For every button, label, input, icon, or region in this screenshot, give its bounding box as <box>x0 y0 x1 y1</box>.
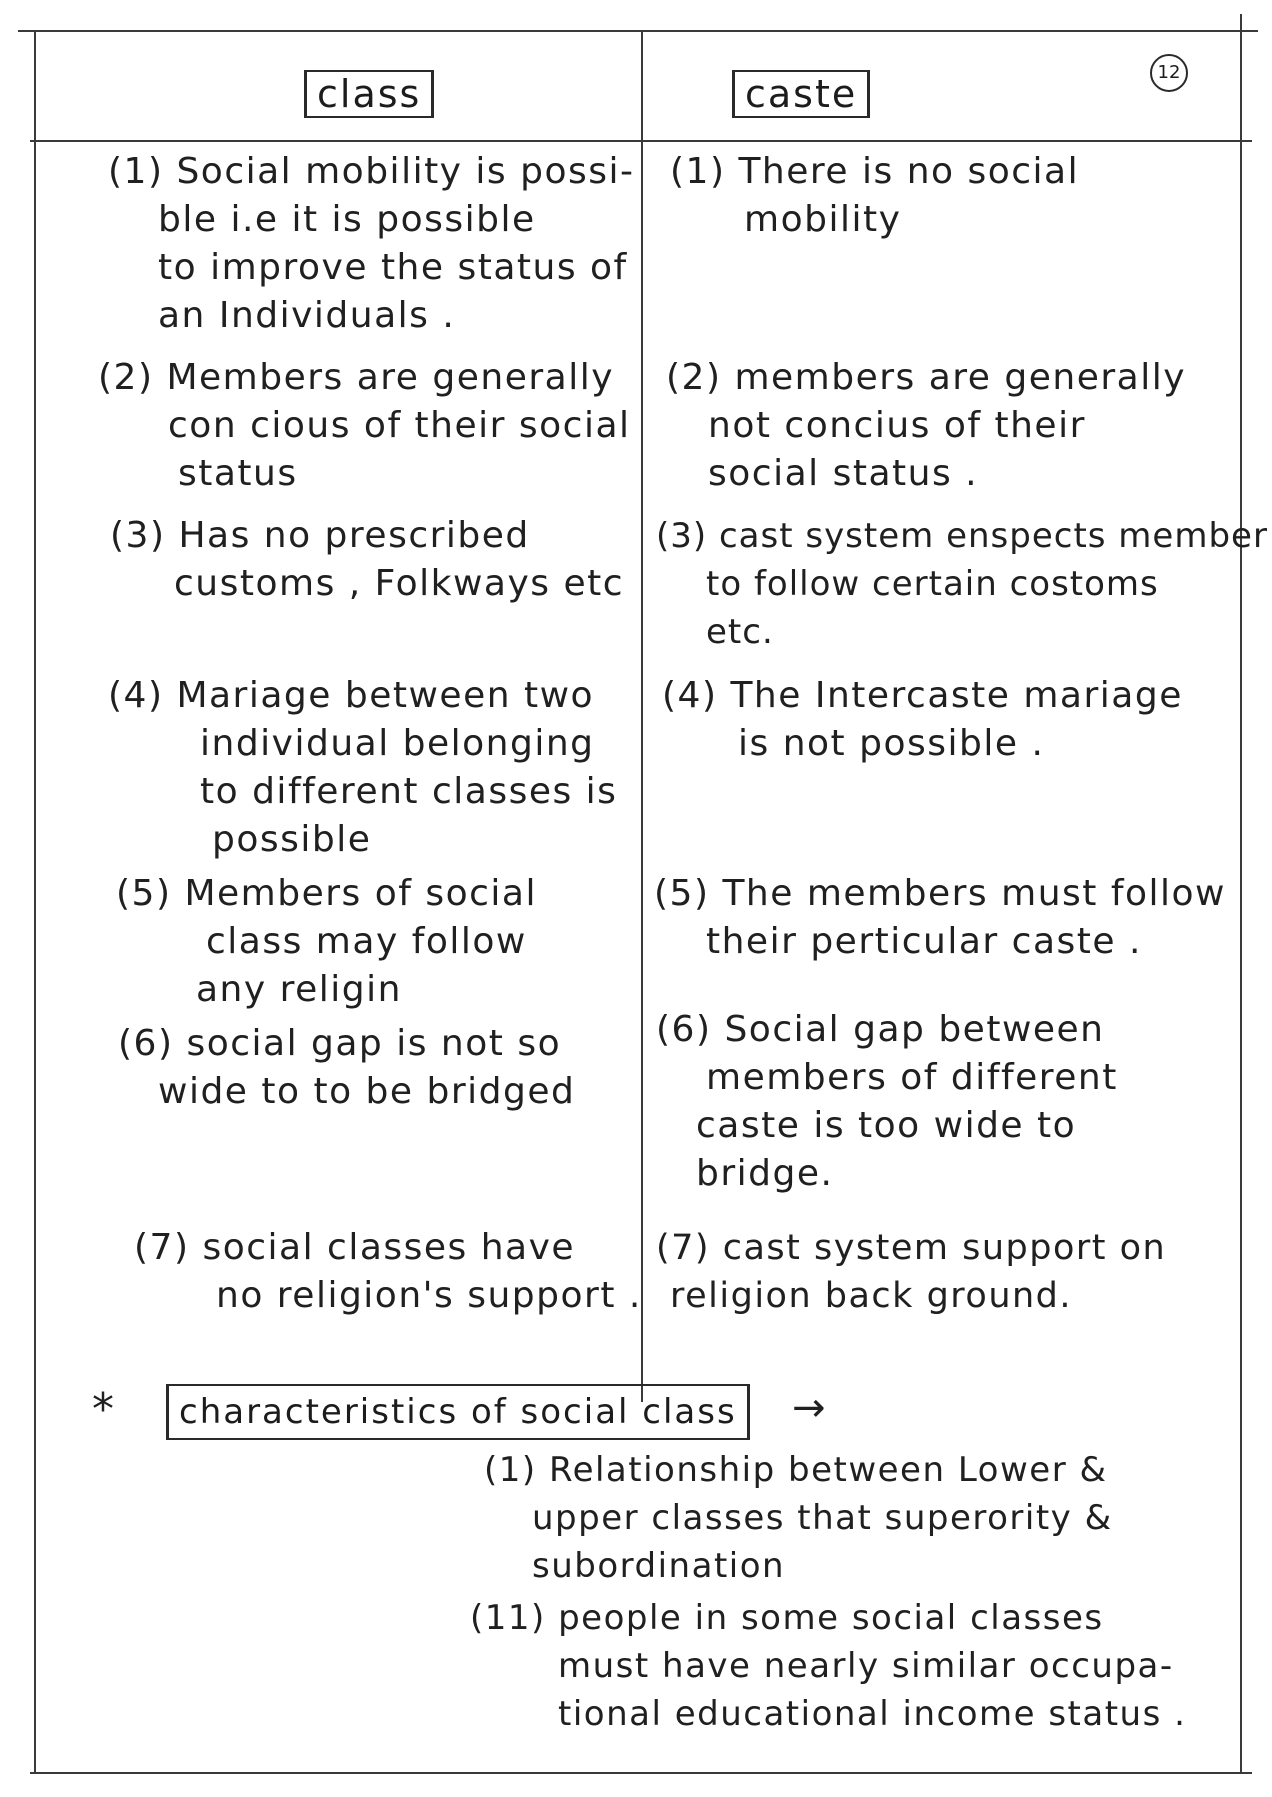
caste-point-3: (3) cast system enspects member to follow certain costoms etc. <box>656 516 1268 652</box>
caste-point-2: (2) members are generally not concius of their social status . <box>666 357 1187 494</box>
caste-point-1: (1) There is no social mobility <box>670 151 1080 240</box>
class-point-6: (6) social gap is not so wide to to be bridged <box>118 1023 576 1112</box>
class-point-5: (5) Members of social class may follow any religin <box>116 873 537 1010</box>
asterisk-marker: * <box>92 1384 116 1435</box>
characteristics-title: characteristics of social class <box>166 1384 750 1440</box>
characteristic-2: (11) people in some social classes must have nearly similar occupa- tional educational income status . <box>470 1598 1187 1734</box>
caste-point-6: (6) Social gap between members of different caste is too wide to bridge. <box>656 1009 1118 1194</box>
arrow-icon: → <box>792 1385 828 1431</box>
class-point-7: (7) social classes have no religion's support . <box>134 1227 642 1316</box>
right-margin-line <box>1240 14 1242 1774</box>
class-point-4: (4) Mariage between two individual belonging to different classes is possible <box>108 675 618 860</box>
top-rule <box>18 30 1258 32</box>
characteristic-1: (1) Relationship between Lower & upper classes that superority & subordination <box>484 1450 1113 1586</box>
bottom-rule <box>30 1772 1252 1774</box>
class-point-2: (2) Members are generally con cious of their social status <box>98 357 631 494</box>
column-divider <box>641 30 643 1402</box>
caste-point-4: (4) The Intercaste mariage is not possible . <box>662 675 1183 764</box>
left-margin-line <box>34 30 36 1774</box>
class-point-3: (3) Has no prescribed customs , Folkways etc <box>110 515 625 604</box>
page-number: 12 <box>1150 54 1188 92</box>
caste-point-7: (7) cast system support on religion back ground. <box>656 1228 1167 1316</box>
class-point-1: (1) Social mobility is possi- ble i.e it is possible to improve the status of an Individuals . <box>108 151 635 336</box>
header-caste: caste <box>732 70 870 118</box>
caste-point-5: (5) The members must follow their perticular caste . <box>654 873 1226 962</box>
header-class: class <box>304 70 434 118</box>
